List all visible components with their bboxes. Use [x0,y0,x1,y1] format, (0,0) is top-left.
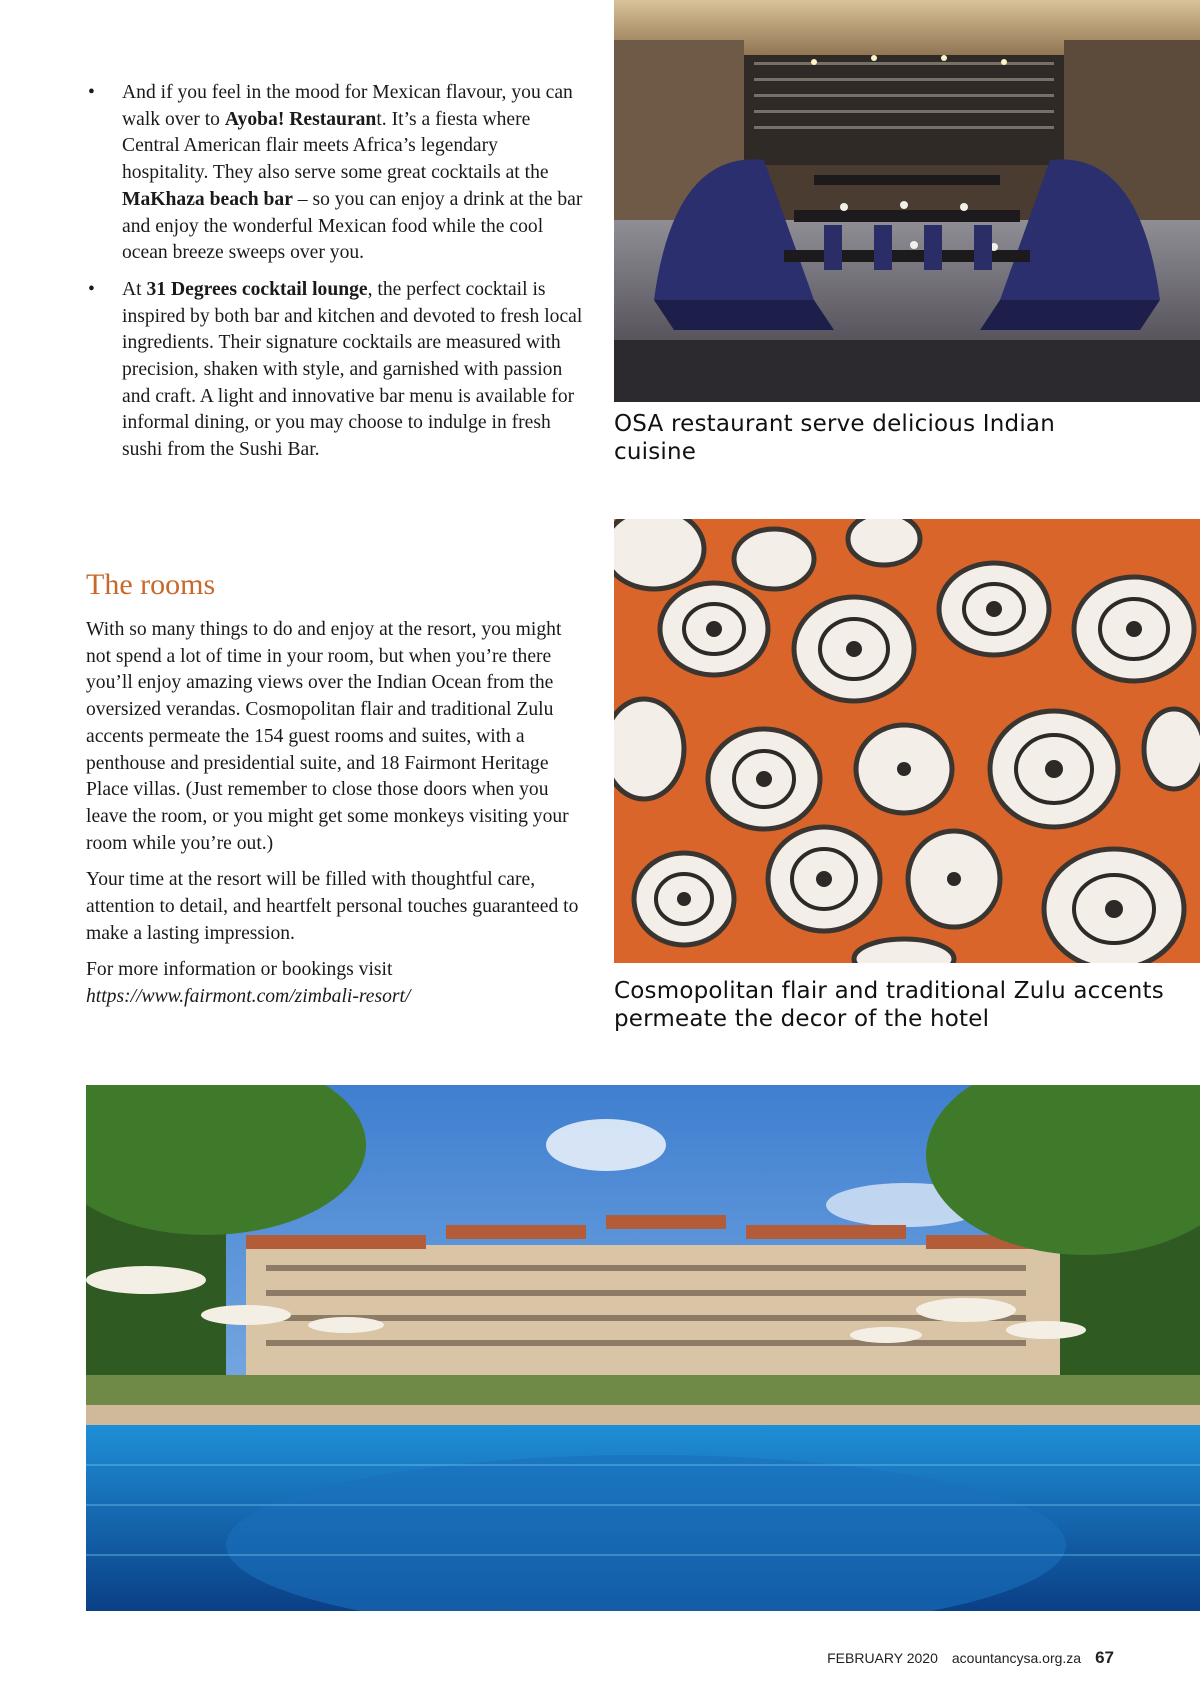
paragraph-more-info [86,957,586,1010]
paragraph: Your time at the resort will be filled with thoughtful care, attention to detail, and heartfelt personal touches guaranteed to make a lasting impression. [86,869,579,944]
bullet-item-ayoba [86,80,586,267]
footer-date: FEBRUARY 2020 [827,1650,938,1666]
bullet-text: And if you feel in the mood for Mexican flavour, you can walk over to [122,82,573,130]
bullet-text: At [122,278,147,300]
bullet-bold-name: 31 Degrees cocktail lounge [146,278,368,300]
bullet-item-31-degrees [86,277,586,464]
paragraph: With so many things to do and enjoy at the resort, you might not spend a lot of time in your room, but when you’re there you’ll enjoy amazing views over the Indian Ocean from the oversized verandas. Cosmopolitan flair and traditional Zulu accents permeate the 154 guest rooms and suites, with a penthouse and presidential suite, and 18 Fairmont Heritage Place villas. (Just remember to close those doors when you leave the room, or you might get some monkeys visiting your room while you’re out.) [86,619,569,854]
section-title: The rooms [86,568,216,601]
restaurant-photo [614,0,1200,402]
baskets-caption: Cosmopolitan flair and traditional Zulu accents permeate the decor of the hotel [614,978,1164,1032]
page-number: 67 [1095,1648,1114,1667]
bullet-bold-name: Ayoba! Restauran [224,108,377,130]
bullet-column [86,80,586,474]
bullet-text: – so you can enjoy a drink at the bar and enjoy the wonderful Mexican food while the cool ocean breeze sweeps over you. [122,188,583,264]
bullet-text: t. It’s a fiesta where Central American flair meets Africa’s legendary hospitality. They also serve some great cocktails at the [122,108,549,184]
resort-link[interactable]: https://www.fairmont.com/zimbali-resort/ [86,986,411,1008]
bullet-text: , the perfect cocktail is inspired by both bar and kitchen and devoted to fresh local ingredients. Their signature cocktails are measured with precision, shaken with style, and garnished with passion and craft. A light and innovative bar menu is available for informal dining, or you may choose to indulge in fresh sushi from the Sushi Bar. [122,278,583,461]
bullet-marker: • [88,82,95,103]
paragraph-text: For more information or bookings visit [86,959,393,981]
bullet-list [86,80,586,464]
bullet-bold-name: MaKhaza beach bar [122,188,293,210]
pool-photo [86,1085,1200,1611]
baskets-photo [614,519,1200,963]
restaurant-caption: OSA restaurant serve delicious Indian cuisine [614,411,1055,465]
bullet-marker: • [88,278,95,300]
footer-site[interactable]: acountancysa.org.za [951,1650,1082,1666]
page-footer [827,1648,1114,1668]
rooms-body [86,617,586,1021]
